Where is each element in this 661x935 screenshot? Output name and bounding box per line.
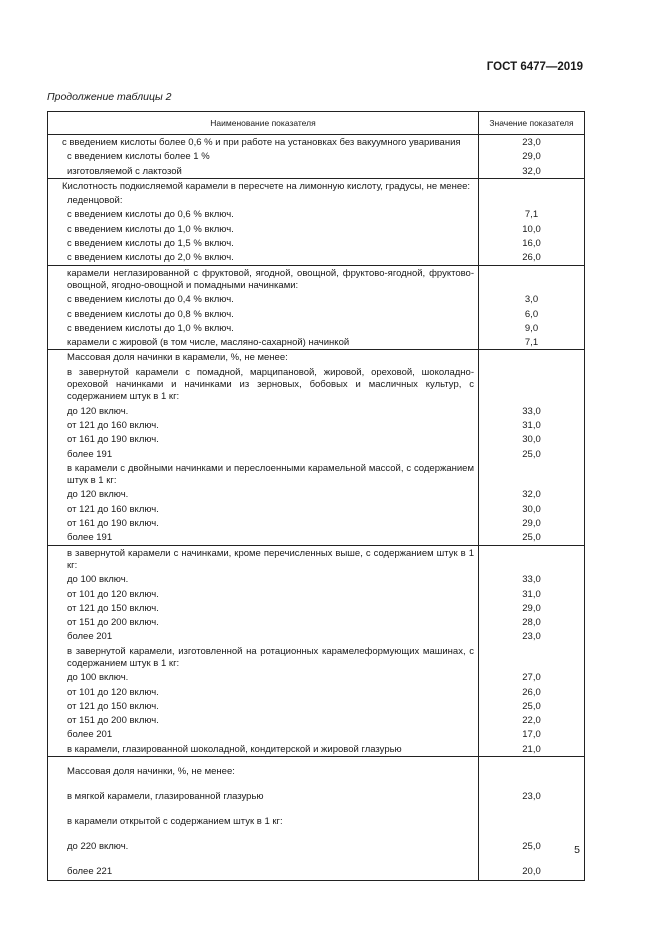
row-value: 23,0: [522, 137, 541, 148]
table-row: [48, 530, 585, 545]
table-row: [48, 587, 585, 601]
row-value: 21,0: [522, 743, 541, 755]
row-value: 29,0: [522, 518, 541, 530]
row-label: с введением кислоты до 1,0 % включ.: [67, 322, 234, 334]
row-value: 25,0: [522, 448, 541, 460]
row-label: от 151 до 200 включ.: [67, 715, 159, 727]
row-label: более 191: [67, 532, 113, 544]
table-header-row: [48, 112, 585, 135]
row-value: 17,0: [522, 729, 541, 741]
row-label: с введением кислоты до 0,4 % включ.: [67, 294, 234, 306]
row-value: 7,1: [524, 209, 539, 221]
table-section: [48, 135, 585, 179]
row-label: карамели неглазированной с фруктовой, ягодной, овощной, фруктово-ягодной, фруктово-овощной, ягодно-овощной и помадными начинками:: [67, 267, 474, 291]
table-row: [48, 545, 585, 572]
page-number: 5: [574, 844, 580, 856]
table-continuation-caption: Продолжение таблицы 2: [47, 91, 172, 103]
table-row: [48, 265, 585, 292]
row-label: до 100 включ.: [67, 574, 129, 586]
table-row: [48, 461, 585, 488]
row-value: 16,0: [522, 238, 541, 250]
table-row: [48, 780, 585, 805]
table-row: [48, 222, 585, 236]
table-row: [48, 805, 585, 830]
table-row: [48, 432, 585, 446]
row-value: 27,0: [522, 672, 541, 684]
table-section: [48, 545, 585, 756]
row-value: 32,0: [522, 489, 541, 501]
row-label: с введением кислоты более 1 %: [67, 151, 210, 163]
row-value: 22,0: [522, 715, 541, 727]
row-label: в завернутой карамели, изготовленной на ротационных карамелеформующих машинах, с содержанием штук в 1 кг:: [67, 645, 474, 669]
table-row: [48, 164, 585, 179]
row-value: 26,0: [522, 252, 541, 264]
row-label: с введением кислоты более 0,6 % и при работе на установках без вакуумного уваривания: [62, 137, 461, 148]
row-label: более 201: [67, 631, 113, 643]
row-label: от 161 до 190 включ.: [67, 518, 159, 530]
row-label: с введением кислоты до 0,8 % включ.: [67, 308, 234, 320]
row-label: от 101 до 120 включ.: [67, 588, 159, 600]
row-value: 9,0: [524, 322, 539, 334]
table-row: [48, 670, 585, 684]
row-label: с введением кислоты до 0,6 % включ.: [67, 209, 234, 221]
row-value: 3,0: [524, 294, 539, 306]
table-row: [48, 236, 585, 250]
row-label: более 221: [67, 865, 113, 877]
column-header-name: Наименование показателя: [48, 112, 479, 135]
row-value: 29,0: [522, 151, 541, 163]
row-value: 25,0: [522, 840, 541, 852]
row-label: в мягкой карамели, глазированной глазурью: [67, 790, 264, 802]
row-label: от 121 до 150 включ.: [67, 602, 159, 614]
table-row: [48, 193, 585, 207]
row-value: 32,0: [522, 165, 541, 177]
row-value: 33,0: [522, 405, 541, 417]
row-label: более 201: [67, 729, 113, 741]
table-row: [48, 516, 585, 530]
table-row: [48, 615, 585, 629]
row-label: с введением кислоты до 1,0 % включ.: [67, 223, 234, 235]
table-row: [48, 644, 585, 671]
row-value: 7,1: [524, 337, 539, 349]
table-row: [48, 855, 585, 881]
row-value: 25,0: [522, 700, 541, 712]
row-value: 31,0: [522, 419, 541, 431]
row-label: более 191: [67, 448, 113, 460]
table-row: [48, 149, 585, 163]
row-label: в завернутой карамели с начинками, кроме перечисленных выше, с содержанием штук в 1 кг:: [67, 547, 474, 571]
row-value: 26,0: [522, 686, 541, 698]
row-label: от 121 до 160 включ.: [67, 419, 159, 431]
table-row: [48, 830, 585, 855]
row-label: до 120 включ.: [67, 489, 129, 501]
table-row: [48, 307, 585, 321]
row-value: 10,0: [522, 223, 541, 235]
row-label: в карамели открытой с содержанием штук в 1 кг:: [67, 815, 283, 827]
table-row: [48, 699, 585, 713]
row-value: 23,0: [522, 790, 541, 802]
table-row: [48, 404, 585, 418]
table-row: [48, 742, 585, 757]
table-section: [48, 350, 585, 545]
row-label: от 121 до 160 включ.: [67, 503, 159, 515]
table-row: [48, 292, 585, 306]
row-label: до 120 включ.: [67, 405, 129, 417]
table-section: [48, 757, 585, 881]
row-value: 23,0: [522, 631, 541, 643]
table-row: [48, 757, 585, 781]
row-label: в карамели, глазированной шоколадной, кондитерской и жировой глазурью: [67, 743, 402, 755]
table-row: [48, 335, 585, 350]
indicators-table: [47, 111, 585, 881]
table-row: [48, 713, 585, 727]
row-label: с введением кислоты до 2,0 % включ.: [67, 252, 234, 264]
row-value: 25,0: [522, 532, 541, 544]
table-row: [48, 135, 585, 150]
row-label: до 100 включ.: [67, 672, 129, 684]
table-row: [48, 207, 585, 221]
row-label: до 220 включ.: [67, 840, 129, 852]
table-row: [48, 365, 585, 404]
table-row: [48, 447, 585, 461]
table-row: [48, 487, 585, 501]
row-value: 28,0: [522, 617, 541, 629]
table-row: [48, 727, 585, 741]
row-label: в завернутой карамели с помадной, марципановой, жировой, ореховой, шоколадно-ореховой начинками и начинками из зерновых, бобовых и масличных культур, с содержанием штук в 1 кг:: [67, 366, 474, 403]
row-value: 31,0: [522, 588, 541, 600]
row-value: 33,0: [522, 574, 541, 586]
table-section: [48, 178, 585, 265]
table-row: [48, 350, 585, 365]
row-value: 30,0: [522, 434, 541, 446]
row-label: от 151 до 200 включ.: [67, 617, 159, 629]
table-section: [48, 265, 585, 350]
row-value: 29,0: [522, 602, 541, 614]
table-row: [48, 629, 585, 643]
row-label: Массовая доля начинки, %, не менее:: [67, 765, 235, 777]
table-row: [48, 178, 585, 193]
row-label: от 121 до 150 включ.: [67, 700, 159, 712]
row-label: Массовая доля начинки в карамели, %, не менее:: [67, 352, 288, 364]
table-row: [48, 418, 585, 432]
row-value: 30,0: [522, 503, 541, 515]
row-label: карамели с жировой (в том числе, масляно-сахарной) начинкой: [67, 337, 350, 349]
row-label: леденцовой:: [67, 195, 123, 207]
table-row: [48, 601, 585, 615]
standard-number: ГОСТ 6477—2019: [486, 61, 583, 73]
table-row: [48, 502, 585, 516]
table-row: [48, 685, 585, 699]
row-label: от 161 до 190 включ.: [67, 434, 159, 446]
column-header-value: Значение показателя: [479, 112, 585, 135]
table-row: [48, 572, 585, 586]
table-row: [48, 321, 585, 335]
table-row: [48, 250, 585, 265]
row-value: 20,0: [522, 865, 541, 877]
row-label: с введением кислоты до 1,5 % включ.: [67, 238, 234, 250]
row-label: Кислотность подкисляемой карамели в пересчете на лимонную кислоту, градусы, не менее:: [62, 180, 471, 192]
row-label: изготовляемой с лактозой: [67, 165, 182, 177]
row-label: в карамели с двойными начинками и переслоенными карамельной массой, с содержанием штук в 1 кг:: [67, 462, 474, 487]
row-value: 6,0: [524, 308, 539, 320]
row-label: от 101 до 120 включ.: [67, 686, 159, 698]
